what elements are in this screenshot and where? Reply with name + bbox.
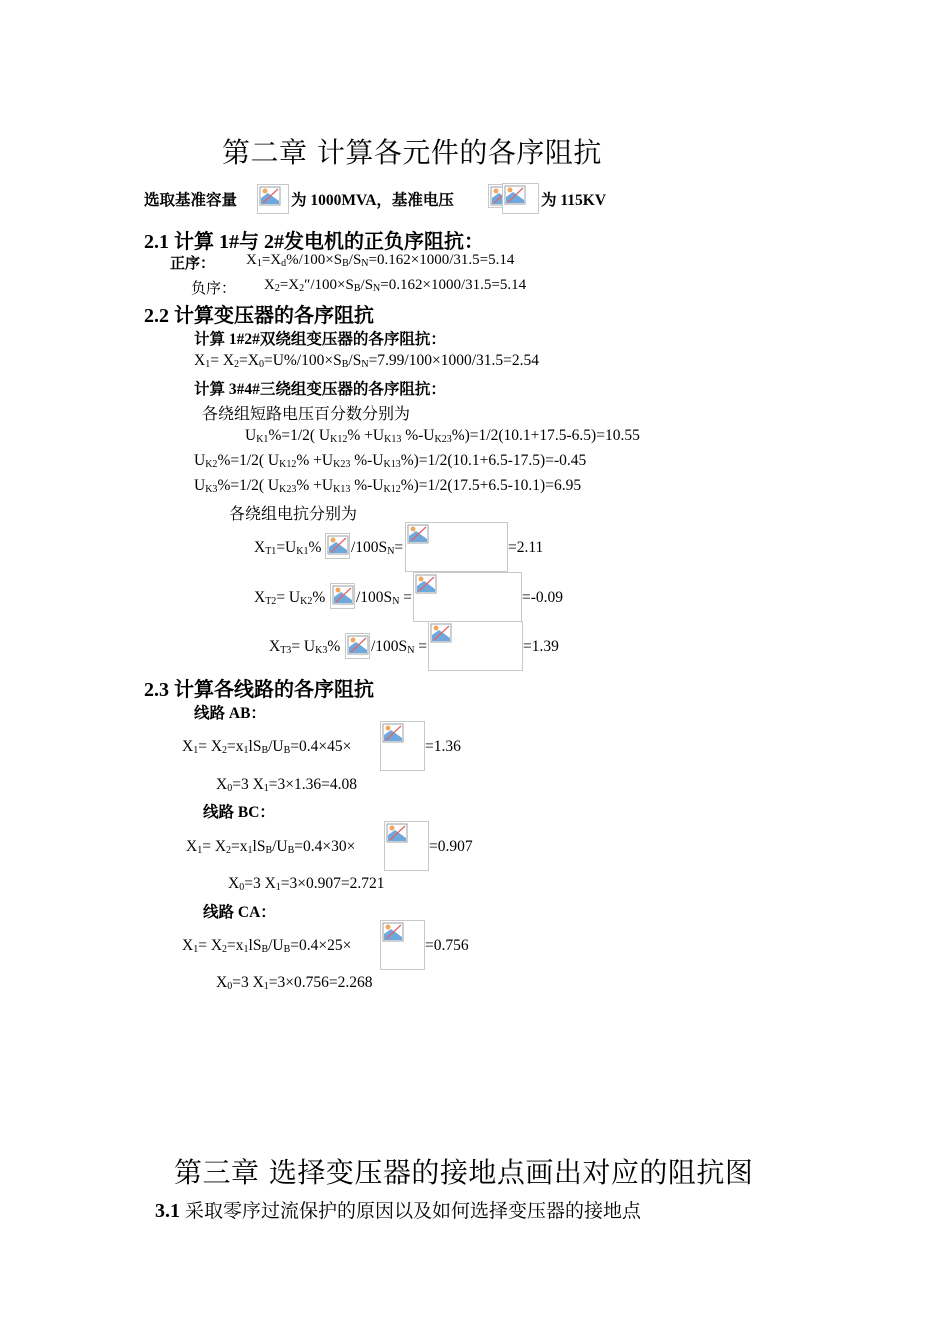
short-circuit-note: 各绕组短路电压百分数分别为 [202, 404, 411, 423]
xt2-formula: $X_{T2}= U_{K2}\%$ [254, 589, 326, 607]
broken-image-icon [386, 823, 408, 843]
uk1-formula: $U_{K1}\%=1/2$( $U_{K12}\% +U_{K13}$ $\%-U_{K23}\%)=1/2(10.1+17.5-6.5)=10.55$ [245, 427, 640, 445]
reactance-note: 各绕组电抗分别为 [229, 504, 358, 523]
broken-image-icon [430, 623, 452, 643]
line-ab-label: 线路 AB： [194, 705, 266, 722]
formula-image [257, 184, 289, 214]
broken-image-icon [407, 524, 429, 544]
broken-image-icon [382, 723, 404, 743]
xt1-formula: $X_{T1}=U_{K1}\%$ [254, 539, 322, 557]
xt2-result: =-0.09 [522, 589, 564, 606]
chapter-2-title: 第二章 计算各元件的各序阻抗 [222, 136, 602, 169]
negative-seq-label: 负序： [191, 281, 237, 297]
formula-image [380, 721, 425, 771]
line-bc-x0-formula: $X_0=3$ $X_1=3\times 0.907=2.721$ [228, 875, 385, 893]
broken-image-icon [347, 635, 369, 655]
broken-image-icon [327, 535, 349, 555]
formula-image [413, 572, 522, 622]
line-bc-x1-formula: $X_1= X_2=x_1lS_B/U_B=0.4\times 30\times$ [186, 838, 356, 856]
line-ab-x0-formula: $X_0=3$ $X_1=3\times 1.36=4.08$ [216, 776, 357, 794]
broken-image-icon [504, 185, 526, 205]
section-2-1-heading: 2.1 计算 1#与 2#发电机的正负序阻抗： [144, 231, 484, 253]
uk3-formula: $U_{K3}\%=1/2$( $U_{K23}\% +U_{K13}$ $\%-U_{K12}\%)=1/2(17.5+6.5-10.1)=6.95$ [194, 477, 582, 495]
xt3-result: =1.39 [523, 638, 559, 655]
uk2-formula: $U_{K2}\%=1/2$( $U_{K12}\% +U_{K23}$ $\%-U_{K13}\%)=1/2(10.1+6.5-17.5)=-0.45$ [194, 452, 587, 470]
formula-image [330, 583, 355, 609]
broken-image-icon [382, 922, 404, 942]
formula-image [325, 533, 350, 559]
chapter-3-title: 第三章 选择变压器的接地点画出对应的阻抗图 [174, 1156, 754, 1189]
line-bc-label: 线路 BC： [203, 804, 275, 821]
formula-image [428, 621, 523, 671]
xt2-middle: $/100S_N$ = [356, 589, 413, 607]
formula-image [345, 633, 370, 659]
line-ca-x1-result: =0.756 [425, 937, 469, 954]
line-ab-x1-formula: $X_1= X_2=x_1lS_B/U_B=0.4\times 45\times$ [182, 738, 352, 756]
section-3-1-text: 采取零序过流保护的原因以及如何选择变压器的接地点 [185, 1200, 642, 1222]
line-ca-x0-formula: $X_0=3$ $X_1=3\times 0.756=2.268$ [216, 974, 373, 992]
formula-image [405, 522, 508, 572]
line-bc-x1-result: =0.907 [429, 838, 473, 855]
broken-image-icon [415, 574, 437, 594]
section-3-1-number: 3.1 [155, 1200, 180, 1222]
section-2-3-heading: 2.3 计算各线路的各序阻抗 [144, 679, 374, 701]
xt3-middle: $/100S_N$ = [371, 638, 428, 656]
section-2-2-heading: 2.2 计算变压器的各序阻抗 [144, 305, 374, 327]
formula-image [502, 183, 539, 214]
base-text-a: 选取基准容量 [144, 192, 238, 209]
xt3-formula: $X_{T3}= U_{K3}\%$ [269, 638, 341, 656]
xt1-result: =2.11 [508, 539, 544, 556]
broken-image-icon [259, 186, 281, 206]
positive-seq-formula: $X_1=X_d\%/100\times S_B/S_N=0.162\times 1000/31.5=5.14$ [246, 252, 515, 269]
section-3-1-heading [155, 1196, 641, 1223]
three-winding-subheading: 计算 3#4#三绕组变压器的各序阻抗： [194, 381, 446, 398]
positive-seq-label: 正序： [170, 256, 216, 272]
base-text-c: 为 115KV [541, 192, 607, 209]
broken-image-icon [332, 585, 354, 605]
line-ca-x1-formula: $X_1= X_2=x_1lS_B/U_B=0.4\times 25\times$ [182, 937, 352, 955]
two-winding-formula: $X_1= X_2=X_0=U\%/100\times S_B/S_N=7.99/100\times 1000/31.5=2.54$ [194, 352, 540, 370]
negative-seq-formula: $X_2=X_2''/100\times S_B/S_N=0.162\times 1000/31.5=5.14$ [264, 277, 527, 294]
two-winding-subheading: 计算 1#2#双绕组变压器的各序阻抗： [194, 331, 446, 348]
line-ab-x1-result: =1.36 [425, 738, 461, 755]
line-ca-label: 线路 CA： [203, 904, 276, 921]
base-text-b: 为 1000MVA，基准电压 [291, 192, 454, 209]
xt1-middle: $/100S_N=$ [351, 539, 404, 557]
formula-image [380, 920, 425, 970]
formula-image [384, 821, 429, 871]
